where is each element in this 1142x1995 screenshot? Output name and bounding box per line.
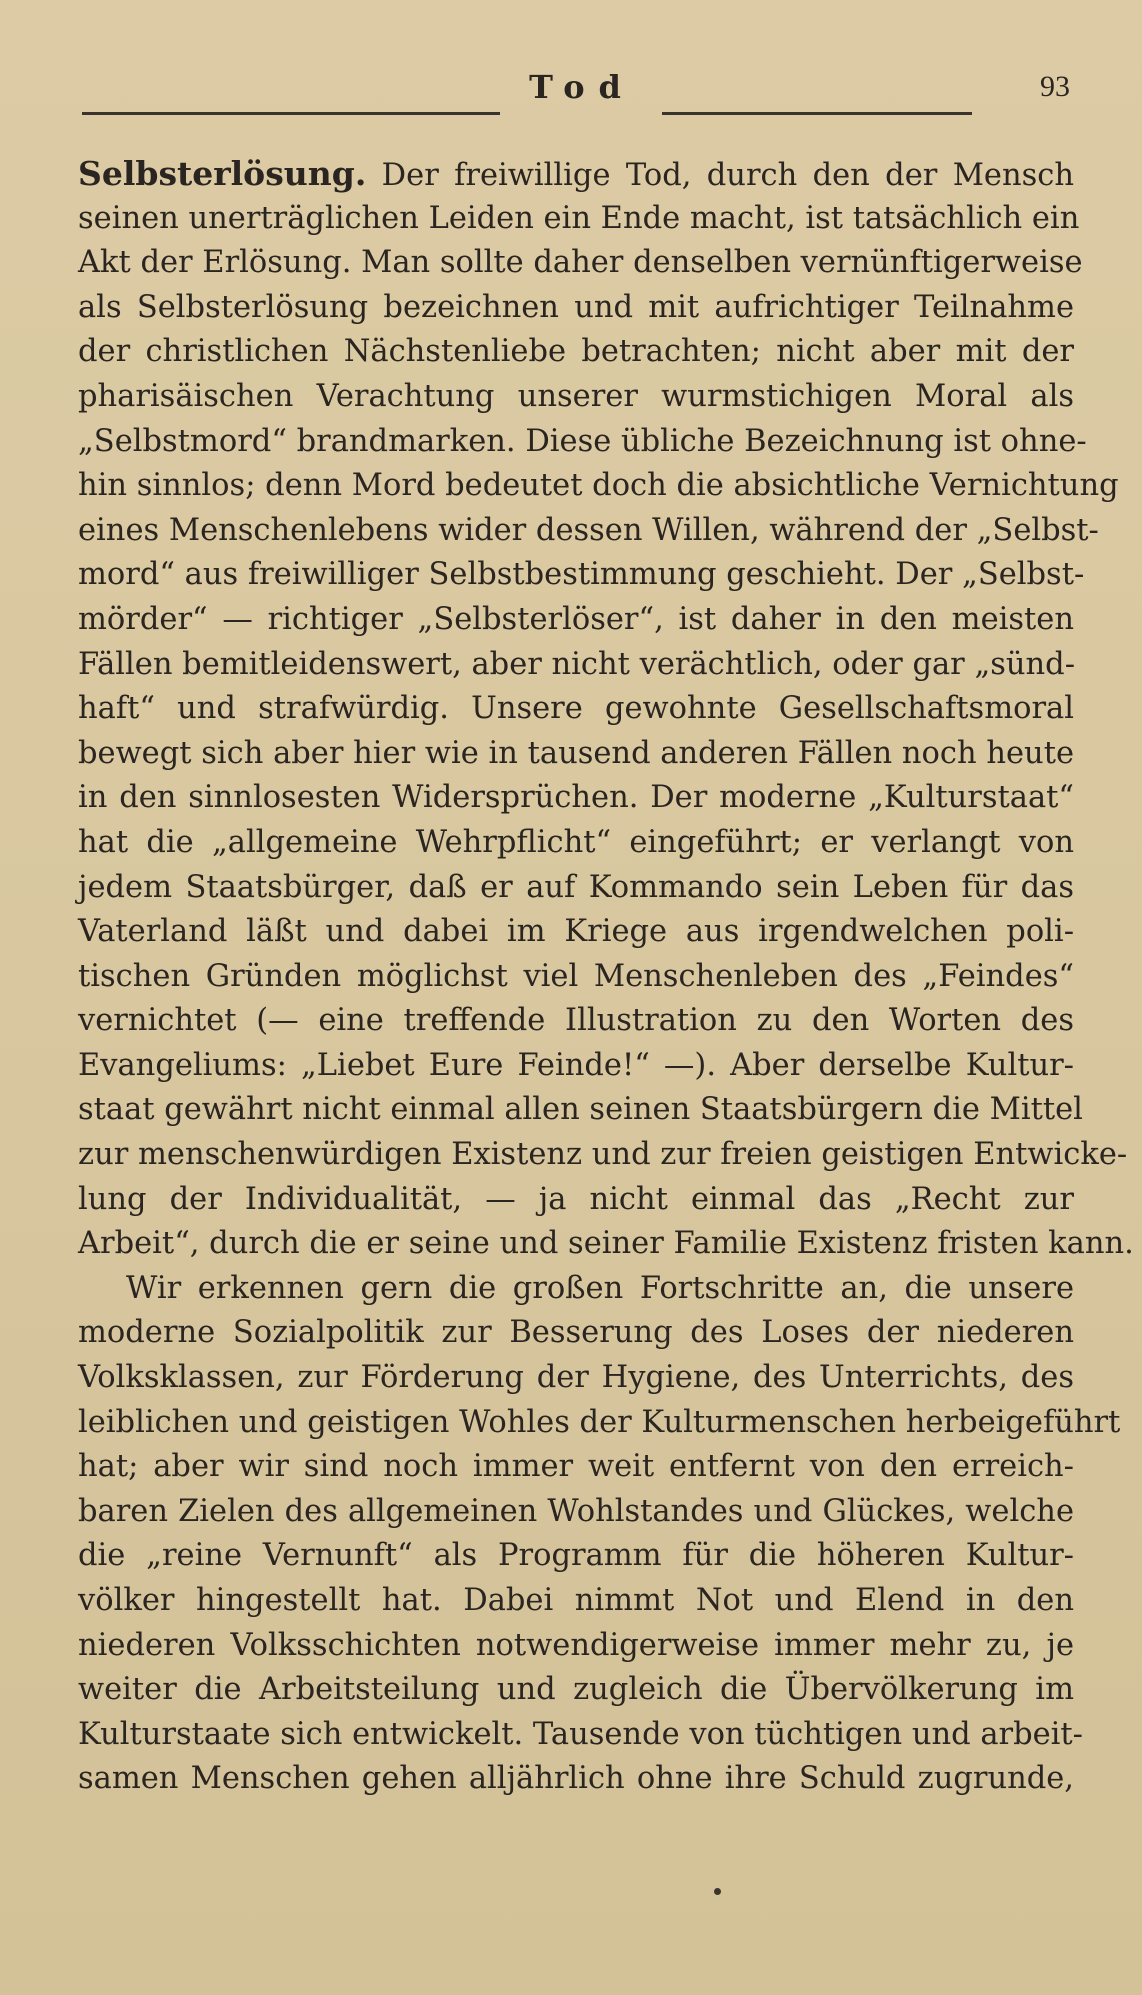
text-line: niederen Volksschichten notwendigerweise immer mehr zu, je: [78, 1627, 1074, 1663]
text-line: baren Zielen des allgemeinen Wohlstandes und Glückes, welche: [78, 1493, 1074, 1529]
page-number: 93: [1040, 70, 1070, 103]
text-line: jedem Staatsbürger, daß er auf Kommando sein Leben für das: [78, 869, 1074, 905]
text-line: „Selbstmord“ brandmarken. Diese übliche Bezeichnung ist ohne-: [78, 423, 1087, 459]
text-line: Arbeit“, durch die er seine und seiner Familie Existenz fristen kann.: [78, 1226, 1134, 1262]
text-line: Wir erkennen gern die großen Fortschritte an, die unsere: [126, 1270, 1074, 1306]
running-head: [82, 60, 1076, 120]
text-line: vernichtet (— eine treffende Illustration zu den Worten des: [78, 1003, 1074, 1039]
text-line: völker hingestellt hat. Dabei nimmt Not und Elend in den: [78, 1583, 1074, 1618]
header-rule-left: [82, 112, 500, 115]
text-line: haft“ und strafwürdig. Unsere gewohnte Gesellschaftsmoral: [78, 691, 1074, 727]
print-mark: [714, 1888, 721, 1895]
body-text: [78, 152, 1134, 1802]
text-line: mord“ aus freiwilliger Selbstbestimmung geschieht. Der „Selbst-: [78, 557, 1085, 593]
text-line: samen Menschen gehen alljährlich ohne ihre Schuld zugrunde,: [78, 1761, 1074, 1797]
text-line: lung der Individualität, — ja nicht einmal das „Recht zur: [78, 1181, 1074, 1217]
text-line: pharisäischen Verachtung unserer wurmstichigen Moral als: [78, 378, 1074, 414]
text-line-fragment: Der freiwillige Tod, durch den der Mensch: [366, 158, 1074, 193]
text-line: Vaterland läßt und dabei im Kriege aus irgendwelchen poli-: [78, 914, 1074, 950]
section-heading: Selbsterlösung.: [78, 154, 367, 193]
text-line: in den sinnlosesten Widersprüchen. Der moderne „Kulturstaat“: [78, 780, 1074, 816]
text-line: als Selbsterlösung bezeichnen und mit aufrichtiger Teilnahme: [78, 289, 1074, 325]
text-line: Fällen bemitleidenswert, aber nicht verächtlich, oder gar „sünd-: [78, 646, 1076, 682]
text-line: Volksklassen, zur Förderung der Hygiene, des Unterrichts, des: [78, 1360, 1074, 1396]
text-line: moderne Sozialpolitik zur Besserung des Loses der niederen: [78, 1315, 1074, 1351]
text-line: mörder“ — richtiger „Selbsterlöser“, ist daher in den meisten: [78, 601, 1074, 637]
text-line: tischen Gründen möglichst viel Menschenleben des „Feindes“: [78, 958, 1074, 994]
chapter-title: Tod: [529, 68, 635, 106]
text-line: Evangeliums: „Liebet Eure Feinde!“ —). Aber derselbe Kultur-: [78, 1047, 1074, 1083]
text-line: hat die „allgemeine Wehrpflicht“ eingeführt; er verlangt von: [78, 824, 1074, 860]
text-line: [78, 152, 1074, 197]
header-rule-right: [662, 112, 972, 115]
text-line: bewegt sich aber hier wie in tausend anderen Fällen noch heute: [78, 735, 1074, 771]
text-line: leiblichen und geistigen Wohles der Kulturmenschen herbeigeführt: [78, 1404, 1121, 1440]
text-line: Kulturstaate sich entwickelt. Tausende von tüchtigen und arbeit-: [78, 1716, 1083, 1752]
text-line: der christlichen Nächstenliebe betrachten; nicht aber mit der: [78, 334, 1074, 370]
text-line: weiter die Arbeitsteilung und zugleich die Übervölkerung im: [78, 1672, 1074, 1708]
text-line: eines Menschenlebens wider dessen Willen, während der „Selbst-: [78, 512, 1099, 548]
text-line: hat; aber wir sind noch immer weit entfernt von den erreich-: [78, 1449, 1074, 1485]
text-line: hin sinnlos; denn Mord bedeutet doch die absichtliche Vernichtung: [78, 468, 1119, 504]
text-line: Akt der Erlösung. Man sollte daher denselben vernünftigerweise: [78, 245, 1083, 281]
text-line: zur menschenwürdigen Existenz und zur freien geistigen Entwicke-: [78, 1137, 1128, 1173]
text-line: seinen unerträglichen Leiden ein Ende macht, ist tatsächlich ein: [78, 200, 1080, 236]
text-line: staat gewährt nicht einmal allen seinen Staatsbürgern die Mittel: [78, 1092, 1083, 1128]
text-line: die „reine Vernunft“ als Programm für die höheren Kultur-: [78, 1538, 1074, 1574]
